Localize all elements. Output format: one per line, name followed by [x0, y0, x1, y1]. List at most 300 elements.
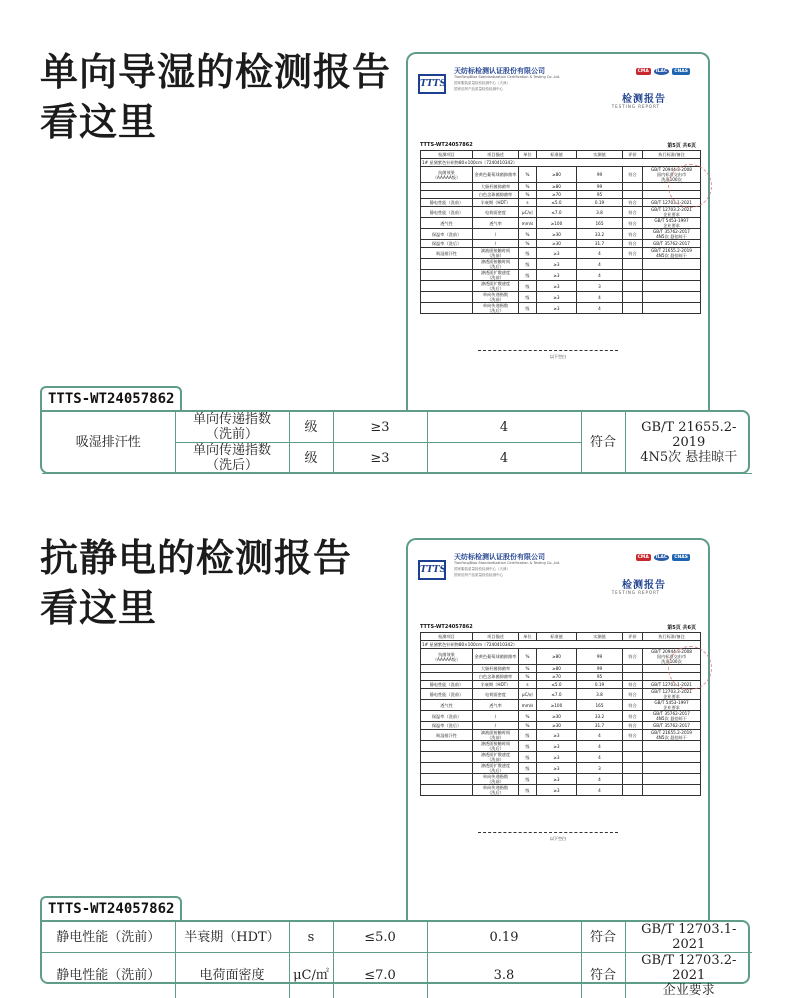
- table-cell: [421, 665, 473, 673]
- table-cell: [421, 270, 473, 281]
- table-cell: %: [519, 229, 537, 240]
- table-cell: [623, 270, 643, 281]
- table-row: [42, 412, 752, 443]
- table-cell: ≥3: [537, 259, 577, 270]
- result-unit: μC/㎡: [289, 953, 333, 998]
- table-cell: 3.8: [577, 207, 623, 218]
- table-cell: [421, 785, 473, 796]
- ttts-logo: TTTS: [418, 560, 446, 580]
- report-code-tab: TTTS-WT24057862: [40, 896, 182, 920]
- org-name: 天纺标检测认证股份有限公司: [454, 66, 545, 76]
- table-cell: GB/T 21655.2-2019 4N5次 悬挂晾干: [643, 730, 701, 741]
- table-cell: 3.8: [577, 689, 623, 700]
- table-row: [421, 649, 701, 665]
- table-cell: ≥3: [537, 270, 577, 281]
- table-row: [421, 218, 701, 229]
- table-cell: [421, 752, 473, 763]
- column-header: 项目描述: [473, 633, 519, 641]
- table-cell: 级: [519, 752, 537, 763]
- table-cell: GB/T 20944.3-2008 国内标准交由市 洗涤100次: [643, 167, 701, 183]
- table-cell: [623, 785, 643, 796]
- table-cell: 单向传递指数 （洗后）: [473, 303, 519, 314]
- cma-badge-icon: CMA: [636, 68, 651, 75]
- table-cell: 渗透面扩散速度 （洗前）: [473, 752, 519, 763]
- table-cell: %: [519, 240, 537, 248]
- table-cell: ≥30: [537, 240, 577, 248]
- table-header-row: [421, 151, 701, 159]
- table-cell: 级: [519, 270, 537, 281]
- column-header: 检测项目: [421, 633, 473, 641]
- table-cell: 透气性: [421, 700, 473, 711]
- table-cell: 白色念珠菌抑菌率: [473, 673, 519, 681]
- table-cell: GB/T 12703.2-2021 企业要求: [643, 207, 701, 218]
- table-cell: [623, 673, 643, 681]
- result-table: [40, 920, 750, 984]
- table-cell: 渗透面扩散速度 （洗前）: [473, 270, 519, 281]
- org-name: 天纺标检测认证股份有限公司: [454, 552, 545, 562]
- table-cell: GB/T 5453-1997 企业要求: [643, 700, 701, 711]
- headline-line2: 看这里: [40, 583, 352, 633]
- column-header: 标准值: [537, 151, 577, 159]
- table-row: [421, 270, 701, 281]
- table-row: [421, 281, 701, 292]
- table-cell: 滴液面接触时间 （洗前）: [473, 730, 519, 741]
- report-code-tab: TTTS-WT24057862: [40, 386, 182, 410]
- table-cell: /: [473, 240, 519, 248]
- column-header: 单位: [519, 151, 537, 159]
- table-cell: 抗菌效果 （AAAAA级）: [421, 649, 473, 665]
- table-cell: ≥3: [537, 763, 577, 774]
- ttts-logo: TTTS: [418, 74, 446, 94]
- table-cell: 级: [519, 292, 537, 303]
- table-cell: 0.19: [577, 199, 623, 207]
- table-cell: ≥30: [537, 229, 577, 240]
- headline-line2: 看这里: [40, 97, 391, 147]
- table-cell: GB/T 12703.1-2021: [643, 681, 701, 689]
- table-cell: 95: [577, 191, 623, 199]
- table-cell: 级: [519, 763, 537, 774]
- table-cell: 金黄色葡萄球菌抑菌率: [473, 167, 519, 183]
- result-standard: ≤7.0: [333, 953, 427, 998]
- table-cell: 级: [519, 281, 537, 292]
- table-row: [421, 763, 701, 774]
- table-row: [421, 207, 701, 218]
- table-row: [421, 700, 701, 711]
- table-cell: [421, 191, 473, 199]
- table-row: [421, 248, 701, 259]
- table-cell: 0.19: [577, 681, 623, 689]
- table-cell: %: [519, 167, 537, 183]
- table-row: [421, 730, 701, 741]
- table-cell: 4: [577, 774, 623, 785]
- report-mini-table: [420, 150, 701, 314]
- table-cell: 静电性能（洗前）: [421, 207, 473, 218]
- table-cell: 符合: [623, 700, 643, 711]
- table-cell: 99: [577, 183, 623, 191]
- table-cell: 级: [519, 730, 537, 741]
- section-antistatic-report: [0, 490, 790, 987]
- table-cell: 半衰期（HDT）: [473, 199, 519, 207]
- table-cell: 金黄色葡萄球菌抑菌率: [473, 649, 519, 665]
- table-cell: ≥3: [537, 303, 577, 314]
- table-cell: 符合: [623, 240, 643, 248]
- cnas-badge-icon: CNAS: [672, 554, 690, 561]
- table-cell: GB/T 21655.2-2019 4N5次 悬挂晾干: [643, 248, 701, 259]
- table-cell: 4: [577, 292, 623, 303]
- table-row: [421, 641, 701, 649]
- table-cell: GB/T 35762-2017: [643, 240, 701, 248]
- table-cell: GB/T 12703.1-2021: [643, 199, 701, 207]
- report-title: 检测报告: [622, 576, 666, 591]
- table-cell: 符合: [623, 649, 643, 665]
- column-header: 标准值: [537, 633, 577, 641]
- table-cell: 符合: [623, 681, 643, 689]
- report-number: TTTS-WT24057862: [420, 624, 473, 630]
- table-row: [42, 953, 752, 998]
- table-cell: 电荷面密度: [473, 207, 519, 218]
- table-cell: [421, 259, 473, 270]
- report-end-note: 以下空白: [408, 836, 708, 842]
- table-cell: ≥3: [537, 785, 577, 796]
- table-cell: [421, 763, 473, 774]
- table-row: [42, 922, 752, 953]
- table-row: [421, 711, 701, 722]
- table-cell: 半衰期（HDT）: [473, 681, 519, 689]
- table-cell: 级: [519, 774, 537, 785]
- table-cell: 单向传递指数 （洗前）: [473, 292, 519, 303]
- table-row: [421, 199, 701, 207]
- table-cell: [643, 270, 701, 281]
- table-cell: 165: [577, 218, 623, 229]
- table-cell: ≥100: [537, 218, 577, 229]
- table-cell: %: [519, 673, 537, 681]
- column-header: 单位: [519, 633, 537, 641]
- result-value: 4: [427, 443, 581, 474]
- table-cell: %: [519, 722, 537, 730]
- table-cell: 滴液面接触时间 （洗前）: [473, 248, 519, 259]
- table-cell: [643, 752, 701, 763]
- table-row: [421, 774, 701, 785]
- result-standard: ≤5.0: [333, 922, 427, 953]
- result-standard: ≥3: [333, 443, 427, 474]
- section-moisture-report: [0, 0, 790, 490]
- table-cell: [623, 191, 643, 199]
- table-cell: 符合: [623, 207, 643, 218]
- table-cell: ≥3: [537, 774, 577, 785]
- table-cell: /: [473, 229, 519, 240]
- result-unit: s: [289, 922, 333, 953]
- table-cell: ≥30: [537, 711, 577, 722]
- table-cell: 级: [519, 259, 537, 270]
- table-cell: 99: [577, 649, 623, 665]
- org-line3: 国家纺织产品质量检验检测中心: [454, 573, 503, 578]
- table-cell: 保温率（洗前）: [421, 229, 473, 240]
- table-cell: 渗透面接触时间 （洗后）: [473, 741, 519, 752]
- section-headline: [40, 533, 352, 633]
- table-cell: 渗透面扩散速度 （洗后）: [473, 281, 519, 292]
- table-cell: ≥3: [537, 292, 577, 303]
- sample-description: 1# 星黛紫色针织物80×100cm（7240410342）: [421, 159, 701, 167]
- table-cell: 白色念珠菌抑菌率: [473, 191, 519, 199]
- column-header: 检测项目: [421, 151, 473, 159]
- table-cell: [623, 303, 643, 314]
- table-row: [421, 159, 701, 167]
- table-cell: [623, 752, 643, 763]
- table-header-row: [421, 633, 701, 641]
- report-title-en: TESTING REPORT: [612, 104, 660, 109]
- result-item: 单向传递指数 （洗前）: [175, 412, 289, 443]
- table-cell: 符合: [623, 722, 643, 730]
- table-cell: 4: [577, 248, 623, 259]
- sample-description: 1# 星黛紫色针织物80×100cm（7240410342）: [421, 641, 701, 649]
- report-header: [416, 60, 700, 114]
- table-row: [421, 689, 701, 700]
- result-judgement: 符合: [581, 412, 625, 473]
- table-cell: mm/s: [519, 218, 537, 229]
- report-end-rule: [478, 832, 618, 833]
- result-table: [40, 410, 750, 474]
- table-cell: [421, 281, 473, 292]
- table-cell: μC/㎡: [519, 207, 537, 218]
- result-category: 吸湿排汗性: [42, 412, 175, 473]
- headline-line1: 抗静电的检测报告: [40, 533, 352, 583]
- table-cell: [643, 763, 701, 774]
- report-header: [416, 546, 700, 600]
- table-cell: 4: [577, 752, 623, 763]
- table-cell: [643, 281, 701, 292]
- table-cell: 4: [577, 785, 623, 796]
- table-cell: 4: [577, 730, 623, 741]
- headline-line1: 单向导湿的检测报告: [40, 47, 391, 97]
- table-cell: [643, 774, 701, 785]
- table-row: [421, 681, 701, 689]
- table-row: [421, 752, 701, 763]
- table-cell: 级: [519, 785, 537, 796]
- result-method: GB/T 12703.2-2021 企业要求: [625, 953, 752, 998]
- table-cell: 99: [577, 167, 623, 183]
- result-judgement: 符合: [581, 953, 625, 998]
- table-cell: 静电性能（洗前）: [421, 199, 473, 207]
- result-value: 4: [427, 412, 581, 443]
- table-cell: 吸湿排汗性: [421, 248, 473, 259]
- report-meta: [420, 624, 696, 630]
- cnas-badge-icon: CNAS: [672, 68, 690, 75]
- table-cell: ≤7.0: [537, 207, 577, 218]
- ilac-badge-icon: ILAC: [654, 68, 669, 75]
- report-title: 检测报告: [622, 90, 666, 105]
- table-cell: 4: [577, 270, 623, 281]
- table-cell: [421, 673, 473, 681]
- seal-stamp-icon: [668, 164, 712, 208]
- table-cell: ≥3: [537, 741, 577, 752]
- table-cell: s: [519, 681, 537, 689]
- report-title-en: TESTING REPORT: [612, 590, 660, 595]
- table-row: [421, 292, 701, 303]
- table-cell: [643, 259, 701, 270]
- table-cell: GB/T 12703.2-2021 企业要求: [643, 689, 701, 700]
- table-cell: 保温率（洗后）: [421, 240, 473, 248]
- report-document-image: [406, 52, 710, 430]
- table-cell: %: [519, 191, 537, 199]
- table-cell: 透气率: [473, 700, 519, 711]
- table-cell: [421, 741, 473, 752]
- seal-stamp-icon: [668, 646, 712, 690]
- table-cell: 31.7: [577, 240, 623, 248]
- report-end-rule: [478, 350, 618, 351]
- table-cell: 静电性能（洗前）: [421, 681, 473, 689]
- table-cell: 符合: [623, 248, 643, 259]
- table-cell: [623, 774, 643, 785]
- table-cell: [623, 292, 643, 303]
- table-cell: ≥3: [537, 730, 577, 741]
- table-cell: /: [473, 711, 519, 722]
- table-cell: 透气率: [473, 218, 519, 229]
- table-cell: μC/㎡: [519, 689, 537, 700]
- table-cell: 符合: [623, 689, 643, 700]
- table-cell: [421, 303, 473, 314]
- column-header: 评价: [623, 633, 643, 641]
- ilac-badge-icon: ILAC: [654, 554, 669, 561]
- table-cell: 4: [577, 259, 623, 270]
- table-cell: [623, 665, 643, 673]
- cma-badge-icon: CMA: [636, 554, 651, 561]
- result-standard: ≥3: [333, 412, 427, 443]
- table-cell: 符合: [623, 711, 643, 722]
- table-cell: GB/T 35762-2017 4N5次 悬挂晾干: [643, 711, 701, 722]
- table-cell: 33.2: [577, 711, 623, 722]
- table-cell: ≤5.0: [537, 199, 577, 207]
- table-cell: ≤5.0: [537, 681, 577, 689]
- table-cell: [623, 259, 643, 270]
- table-row: [421, 673, 701, 681]
- table-row: [421, 665, 701, 673]
- table-cell: 透气性: [421, 218, 473, 229]
- table-cell: 31.7: [577, 722, 623, 730]
- org-line2: 国家服装质量检验检测中心（天津）: [454, 567, 510, 572]
- result-item: 半衰期（HDT）: [175, 922, 289, 953]
- report-meta: [420, 142, 696, 148]
- table-cell: [643, 741, 701, 752]
- table-row: [421, 259, 701, 270]
- report-mini-table: [420, 632, 701, 796]
- table-cell: [623, 281, 643, 292]
- table-cell: 抗菌效果 （AAAAA级）: [421, 167, 473, 183]
- column-header: 执行标准/备注: [643, 151, 701, 159]
- column-header: 执行标准/备注: [643, 633, 701, 641]
- result-category: 静电性能（洗前）: [42, 922, 175, 953]
- table-cell: 符合: [623, 199, 643, 207]
- table-cell: [623, 741, 643, 752]
- org-name-en: TianFangBiao Standardization Certification & Testing Co.,Ltd.: [454, 561, 560, 566]
- table-cell: 吸湿排汗性: [421, 730, 473, 741]
- table-cell: GB/T 20944.3-2008 国内标准交由市 洗涤100次: [643, 649, 701, 665]
- table-row: [421, 303, 701, 314]
- table-cell: [643, 292, 701, 303]
- table-cell: GB/T 5453-1997 企业要求: [643, 218, 701, 229]
- table-cell: /: [473, 722, 519, 730]
- table-cell: [421, 183, 473, 191]
- table-cell: 95: [577, 673, 623, 681]
- table-row: [421, 229, 701, 240]
- table-cell: [421, 774, 473, 785]
- org-line3: 国家纺织产品质量检验检测中心: [454, 87, 503, 92]
- table-cell: ≥3: [537, 281, 577, 292]
- table-cell: 符合: [623, 167, 643, 183]
- table-cell: mm/s: [519, 700, 537, 711]
- result-method: GB/T 12703.1-2021: [625, 922, 752, 953]
- table-cell: ≤7.0: [537, 689, 577, 700]
- table-cell: GB/T 35762-2017: [643, 722, 701, 730]
- result-judgement: 符合: [581, 922, 625, 953]
- table-cell: ≥80: [537, 183, 577, 191]
- report-document-image: [406, 538, 710, 928]
- table-cell: 级: [519, 741, 537, 752]
- table-cell: ≥3: [537, 248, 577, 259]
- table-cell: 4: [577, 303, 623, 314]
- table-cell: [643, 303, 701, 314]
- table-cell: 大肠杆菌抑菌率: [473, 183, 519, 191]
- report-page: 第5页 共6页: [667, 142, 696, 149]
- table-row: [421, 240, 701, 248]
- table-cell: ≥80: [537, 649, 577, 665]
- table-cell: s: [519, 199, 537, 207]
- org-line2: 国家服装质量检验检测中心（天津）: [454, 81, 510, 86]
- table-row: [421, 183, 701, 191]
- table-cell: ≥3: [537, 752, 577, 763]
- table-cell: [623, 183, 643, 191]
- table-cell: %: [519, 649, 537, 665]
- table-cell: 单向传递指数 （洗前）: [473, 774, 519, 785]
- table-cell: 渗透面扩散速度 （洗后）: [473, 763, 519, 774]
- table-cell: 符合: [623, 730, 643, 741]
- table-cell: GB/T 35762-2017 4N5次 悬挂晾干: [643, 229, 701, 240]
- table-cell: 165: [577, 700, 623, 711]
- org-name-en: TianFangBiao Standardization Certification & Testing Co.,Ltd.: [454, 75, 560, 80]
- table-cell: ≥100: [537, 700, 577, 711]
- table-cell: 3: [577, 763, 623, 774]
- result-item: 电荷面密度: [175, 953, 289, 998]
- result-value: 3.8: [427, 953, 581, 998]
- report-number: TTTS-WT24057862: [420, 142, 473, 148]
- table-cell: ≥80: [537, 665, 577, 673]
- table-cell: 级: [519, 303, 537, 314]
- table-cell: [643, 785, 701, 796]
- table-cell: %: [519, 711, 537, 722]
- table-cell: 99: [577, 665, 623, 673]
- table-cell: 4: [577, 741, 623, 752]
- table-cell: ≥80: [537, 167, 577, 183]
- result-value: 0.19: [427, 922, 581, 953]
- table-cell: [421, 292, 473, 303]
- table-cell: [623, 763, 643, 774]
- column-header: 评价: [623, 151, 643, 159]
- table-cell: 单向传递指数 （洗后）: [473, 785, 519, 796]
- table-cell: 符合: [623, 229, 643, 240]
- column-header: 项目描述: [473, 151, 519, 159]
- table-cell: 电荷面密度: [473, 689, 519, 700]
- table-cell: 渗透面接触时间 （洗后）: [473, 259, 519, 270]
- table-cell: 级: [519, 248, 537, 259]
- table-cell: ≥30: [537, 722, 577, 730]
- table-cell: 大肠杆菌抑菌率: [473, 665, 519, 673]
- column-header: 实测值: [577, 151, 623, 159]
- result-method: GB/T 21655.2-2019 4N5次 悬挂晾干: [625, 412, 752, 473]
- table-cell: %: [519, 183, 537, 191]
- table-cell: 保温率（洗前）: [421, 711, 473, 722]
- report-page: 第5页 共6页: [667, 624, 696, 631]
- cert-badges: [636, 554, 690, 561]
- table-cell: %: [519, 665, 537, 673]
